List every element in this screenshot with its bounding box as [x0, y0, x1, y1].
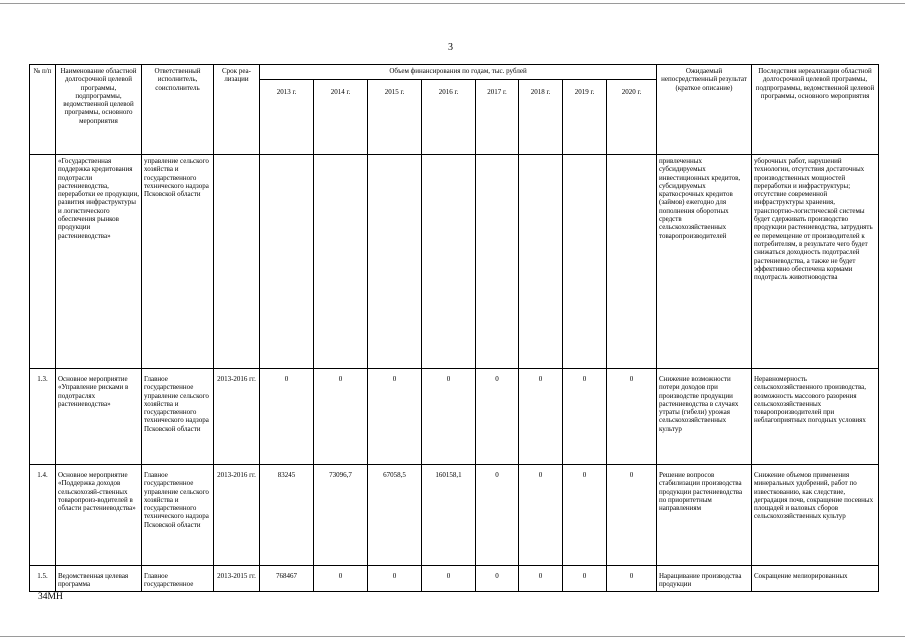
cell-value [476, 155, 519, 369]
page-number: 3 [448, 42, 453, 53]
table-row [30, 369, 879, 465]
cell-value: 160158,1 [422, 465, 476, 566]
header-year: 2019 г. [563, 80, 607, 155]
cell-value: 0 [476, 369, 519, 465]
cell-value: 768467 [260, 566, 314, 592]
cell-name: Ведомственная целевая программа [56, 566, 142, 592]
cell-term: 2013-2016 гг. [214, 465, 260, 566]
cell-responsible: управление сельского хозяйства и государственного технического надзора Псковской области [142, 155, 214, 369]
cell-value: 67058,5 [368, 465, 422, 566]
cell-term [214, 155, 260, 369]
cell-consequences: Снижение объемов применения минеральных удобрений, работ по известкованию, как следствие, деградация почв, сокращение посевных площадей и валовых сборов сельскохозяйственных культур [752, 465, 879, 566]
header-responsible: Ответственный исполнитель, соисполнитель [142, 65, 214, 155]
cell-no: 1.5. [30, 566, 56, 592]
cell-value: 0 [563, 369, 607, 465]
cell-value: 0 [563, 465, 607, 566]
scan-top-edge [0, 3, 905, 4]
footer-code: 34МН [38, 592, 63, 602]
cell-value: 0 [476, 465, 519, 566]
cell-name: «Государственная поддержка кредитования подотрасли растениеводства, переработки ее продукции, развития инфраструктуры и логистического обеспечения рынков продукции растениеводства» [56, 155, 142, 369]
cell-consequences: Сокращение мелиорированных [752, 566, 879, 592]
cell-value: 0 [260, 369, 314, 465]
cell-value: 0 [422, 566, 476, 592]
header-consequences: Последствия нереализации областной долгосрочной целевой программы, подпрограммы, ведомственной целевой программы, основного мероприятия [752, 65, 879, 155]
header-year: 2015 г. [368, 80, 422, 155]
cell-consequences: Неравномерность сельскохозяйственного производства, возможность массового разорения сельскохозяйственных товаропроизводителей при неблагоприятных погодных условиях [752, 369, 879, 465]
cell-responsible: Главное государственное управление сельского хозяйства и государственного технического надзора Псковской области [142, 369, 214, 465]
header-year: 2018 г. [519, 80, 563, 155]
cell-value: 0 [476, 566, 519, 592]
header-term: Срок реа-лизации [214, 65, 260, 155]
cell-responsible: Главное государственное управление сельского хозяйства и государственного технического надзора Псковской области [142, 465, 214, 566]
cell-value [422, 155, 476, 369]
cell-value [519, 155, 563, 369]
header-funding: Объем финансирования по годам, тыс. рублей [260, 65, 657, 80]
table-row [30, 566, 879, 592]
cell-value: 83245 [260, 465, 314, 566]
cell-name: Основное мероприятие «Поддержка доходов сельскохозяй-ственных товаропроиз-водителей в области растениеводства» [56, 465, 142, 566]
cell-value: 0 [422, 369, 476, 465]
cell-value [314, 155, 368, 369]
cell-value [563, 155, 607, 369]
cell-value: 0 [607, 566, 657, 592]
table-row [30, 155, 879, 369]
cell-no [30, 155, 56, 369]
cell-value [260, 155, 314, 369]
cell-consequences: уборочных работ, нарушений технологии, отсутствия достаточных производственных мощностей переработки и инфраструктуры; отсутствие современной инфраструктуры хранения, транспортно-логистической системы будет сдерживать производство продукции растениеводства, затруднять ее перемещение от производителей к потребителям, в результате чего будет снижаться доходность подотраслей растениеводства, а также не будет эффективно обеспечена кормами подотрасль животноводства [752, 155, 879, 369]
scan-bottom-edge [0, 636, 905, 637]
cell-name: Основное мероприятие «Управление рисками в подотраслях растениеводства» [56, 369, 142, 465]
header-year: 2013 г. [260, 80, 314, 155]
header-name: Наименование областной долгосрочной целевой программы, подпрограммы, ведомственной целевой программы, основного мероприятия [56, 65, 142, 155]
header-year: 2016 г. [422, 80, 476, 155]
cell-value: 0 [563, 566, 607, 592]
cell-value [368, 155, 422, 369]
program-table [29, 64, 879, 592]
cell-term: 2013-2015 гг. [214, 566, 260, 592]
table-row [30, 465, 879, 566]
cell-result: Решение вопросов стабилизации производства продукции растениеводства по приоритетным направлениям [657, 465, 752, 566]
cell-value [607, 155, 657, 369]
cell-value: 73096,7 [314, 465, 368, 566]
cell-value: 0 [314, 369, 368, 465]
cell-no: 1.4. [30, 465, 56, 566]
header-year: 2017 г. [476, 80, 519, 155]
cell-no: 1.3. [30, 369, 56, 465]
cell-value: 0 [519, 566, 563, 592]
cell-term: 2013-2016 гг. [214, 369, 260, 465]
header-year: 2014 г. [314, 80, 368, 155]
cell-value: 0 [368, 566, 422, 592]
cell-value: 0 [368, 369, 422, 465]
cell-result: Наращивание производства продукции [657, 566, 752, 592]
header-no: № п/п [30, 65, 56, 155]
cell-value: 0 [607, 465, 657, 566]
header-year: 2020 г. [607, 80, 657, 155]
cell-result: привлеченных субсидируемых инвестиционных кредитов, субсидируемых краткосрочных кредитов (займов) ежегодно для пополнения оборотных средств сельскохозяйственных товаропроизводителей [657, 155, 752, 369]
cell-result: Снижение возможности потери доходов при производстве продукции растениеводства в случаях утраты (гибели) урожая сельскохозяйственных культур [657, 369, 752, 465]
cell-responsible: Главное государственное [142, 566, 214, 592]
cell-value: 0 [519, 369, 563, 465]
cell-value: 0 [314, 566, 368, 592]
header-row [30, 65, 879, 80]
header-result: Ожидаемый непосредственный результат (краткое описание) [657, 65, 752, 155]
cell-value: 0 [607, 369, 657, 465]
cell-value: 0 [519, 465, 563, 566]
